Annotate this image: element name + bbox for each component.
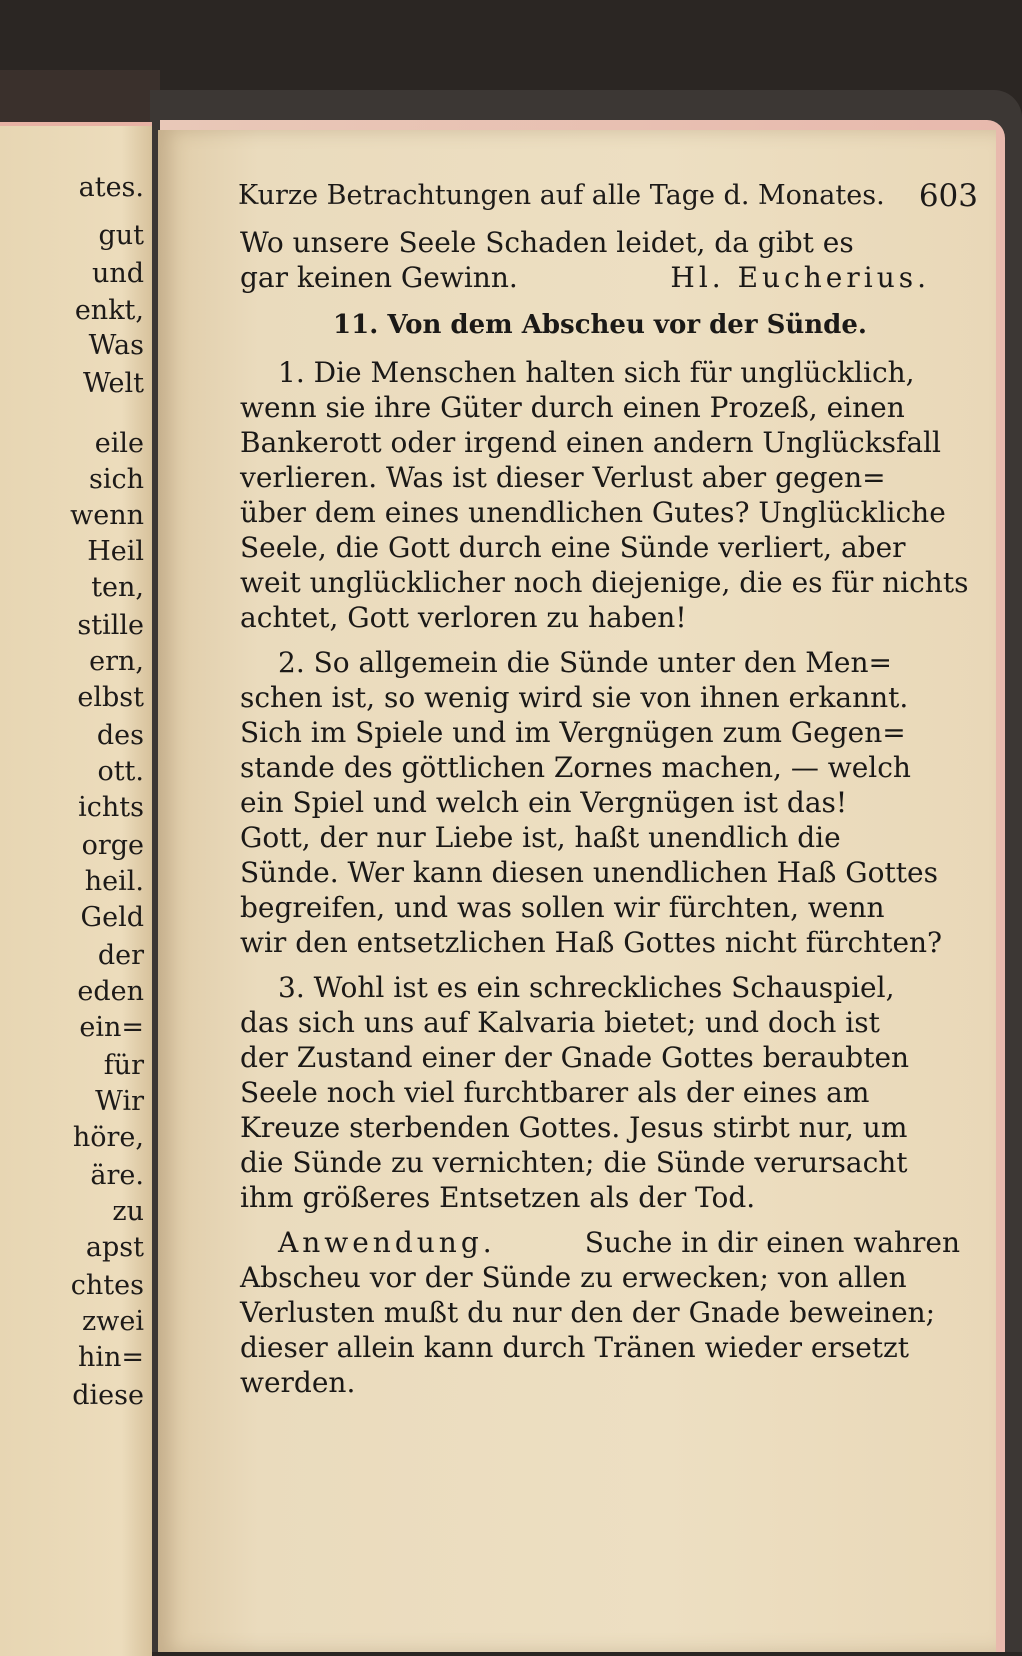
text-line: begreifen, und was sollen wir fürchten, wenn (240, 891, 885, 924)
page-number: 603 (918, 178, 978, 214)
application-last-line (240, 1365, 960, 1400)
margin-word: gut (98, 220, 144, 251)
margin-word: ten, (91, 572, 144, 603)
application-body (240, 1260, 960, 1365)
margin-word: orge (81, 830, 144, 861)
text-line: ein Spiel und welch ein Vergnügen ist das! (240, 786, 848, 819)
paragraph-3 (240, 970, 960, 1215)
paragraph-1 (240, 355, 969, 635)
margin-word: ein= (79, 1012, 144, 1043)
text-line: Seele noch viel furchtbarer als der eines am (240, 1076, 870, 1109)
margin-word: diese (72, 1380, 144, 1411)
text-line: die Sünde zu vernichten; die Sünde verursacht (240, 1146, 908, 1179)
text-line: Gott, der nur Liebe ist, haßt unendlich die (240, 821, 841, 854)
margin-word: für (103, 1050, 144, 1081)
margin-word: Geld (80, 902, 144, 933)
quote-author: Hl. Eucherius. (670, 261, 930, 294)
quote-line-text: gar keinen Gewinn. (240, 261, 518, 294)
text-block (240, 225, 969, 1400)
margin-word: des (96, 720, 144, 751)
margin-word: ott. (97, 756, 144, 787)
text-line: Sich im Spiele und im Vergnügen zum Gegen= (240, 716, 906, 749)
application-text: Suche in dir einen wahren (584, 1226, 960, 1259)
text-line: 3. Wohl ist es ein schreckliches Schauspiel, (278, 971, 895, 1004)
text-line: wenn sie ihre Güter durch einen Prozeß, einen (240, 391, 905, 424)
text-line: weit unglücklicher noch diejenige, die es für nichts (240, 566, 969, 599)
margin-word: hin= (77, 1342, 144, 1373)
text-line: 1. Die Menschen halten sich für unglücklich, (278, 356, 915, 389)
quote-line-text: Wo unsere Seele Schaden leidet, da gibt es (240, 226, 854, 259)
margin-word: äre. (90, 1160, 144, 1191)
margin-word: Welt (82, 368, 144, 399)
text-line: ihm größeres Entsetzen als der Tod. (240, 1181, 756, 1214)
text-line: Verlusten mußt du nur den der Gnade beweinen; (240, 1296, 936, 1329)
margin-word: eile (94, 428, 144, 459)
text-line: Seele, die Gott durch eine Sünde verliert, aber (240, 531, 906, 564)
text-line: über dem eines unendlichen Gutes? Unglückliche (240, 496, 946, 529)
text-line: verlieren. Was ist dieser Verlust aber gegen= (240, 461, 886, 494)
margin-word: zu (112, 1196, 144, 1227)
text-line: Kreuze sterbenden Gottes. Jesus stirbt nur, um (240, 1111, 908, 1144)
margin-word: stille (77, 610, 144, 641)
text-line: Sünde. Wer kann diesen unendlichen Haß Gottes (240, 856, 938, 889)
margin-word: chtes (70, 1270, 144, 1301)
text-line: dieser allein kann durch Tränen wieder ersetzt (240, 1331, 910, 1364)
application-label: Anwendung. (278, 1226, 496, 1259)
text-line: schen ist, so wenig wird sie von ihnen erkannt. (240, 681, 909, 714)
paragraph-2 (240, 645, 960, 960)
right-page (158, 130, 996, 1652)
margin-word: wenn (70, 500, 144, 531)
application-text: werden. (240, 1366, 356, 1399)
quote-line (240, 260, 960, 295)
margin-word: der (97, 940, 144, 971)
text-line: stande des göttlichen Zornes machen, — welch (240, 751, 911, 784)
margin-word: Was (88, 330, 144, 361)
margin-word: ern, (89, 646, 144, 677)
margin-word: ichts (78, 792, 144, 823)
margin-word: Wir (95, 1086, 144, 1117)
margin-word: ates. (78, 172, 144, 203)
running-title: Kurze Betrachtungen auf alle Tage d. Monates. (238, 180, 885, 211)
margin-word: höre, (72, 1122, 144, 1153)
margin-word: Heil (87, 536, 144, 567)
text-line: das sich uns auf Kalvaria bietet; und doch ist (240, 1006, 880, 1039)
page-header (238, 180, 978, 220)
text-line: wir den entsetzlichen Haß Gottes nicht fürchten? (240, 926, 943, 959)
margin-word: zwei (82, 1306, 144, 1337)
application-line (240, 1225, 960, 1260)
section-heading: 11. Von dem Abscheu vor der Sünde. (333, 310, 867, 340)
text-line: Abscheu vor der Sünde zu erwecken; von allen (240, 1261, 907, 1294)
margin-word: sich (88, 464, 144, 495)
margin-word: enkt, (74, 295, 144, 326)
text-line: 2. So allgemein die Sünde unter den Men= (278, 646, 892, 679)
margin-word: elbst (77, 682, 144, 713)
margin-word: heil. (84, 866, 144, 897)
text-line: achtet, Gott verloren zu haben! (240, 601, 687, 634)
left-page (0, 122, 152, 1656)
margin-word: apst (85, 1232, 144, 1263)
margin-word: und (91, 258, 144, 289)
text-line: Bankerott oder irgend einen andern Unglücksfall (240, 426, 941, 459)
text-line: der Zustand einer der Gnade Gottes beraubten (240, 1041, 910, 1074)
quote-line (240, 225, 960, 260)
margin-word: eden (77, 976, 144, 1007)
